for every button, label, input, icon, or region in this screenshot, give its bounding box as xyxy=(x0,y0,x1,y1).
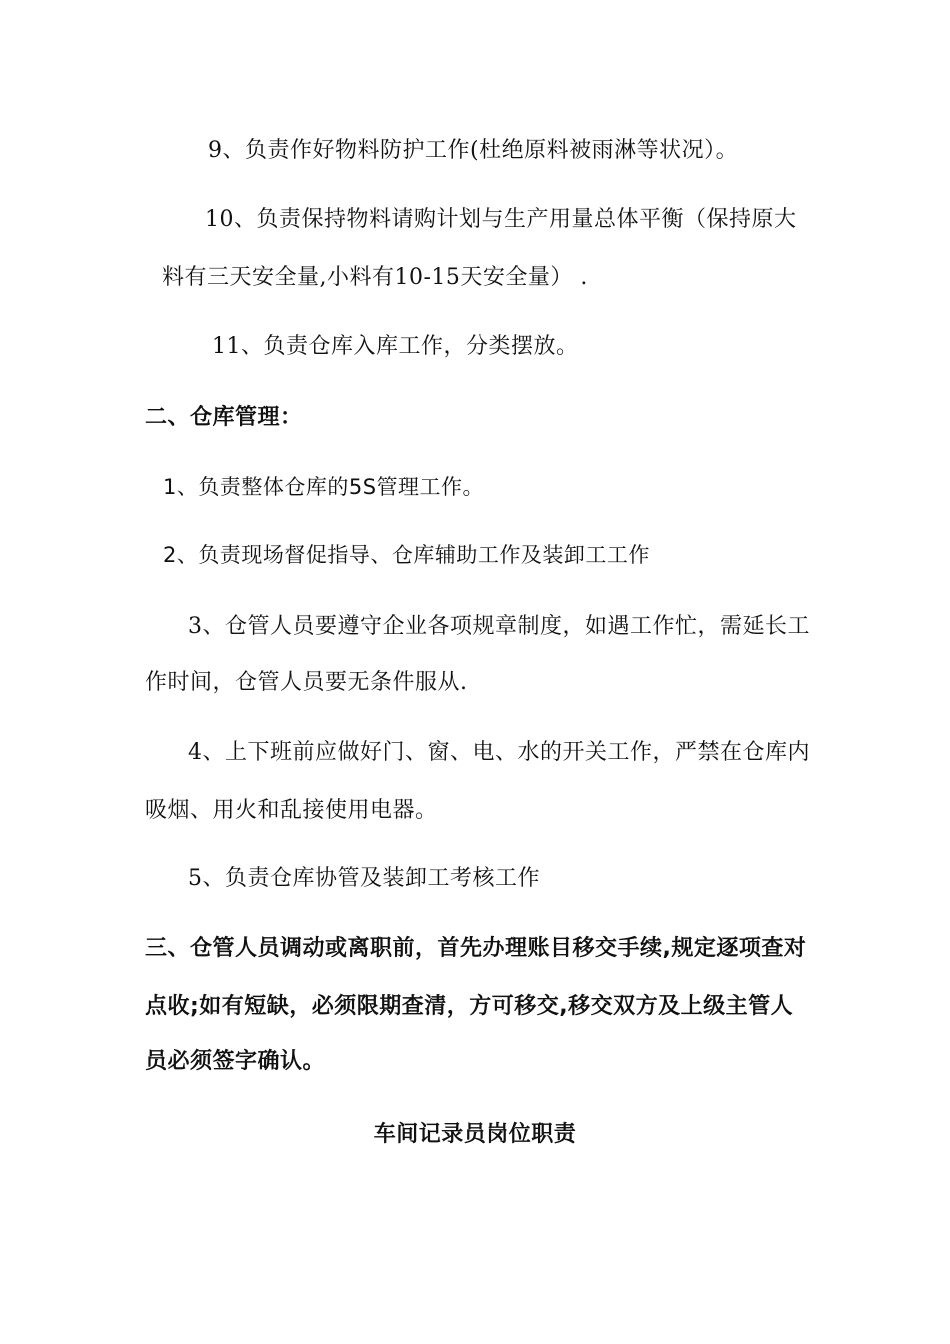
section-3-line-2: 点收;如有短缺，必须限期查清，方可移交,移交双方及上级主管人 xyxy=(145,994,794,1019)
item-9: 9、负责作好物料防护工作(杜绝原料被雨淋等状况）。 xyxy=(208,138,739,163)
section-3-line-1: 三、仓管人员调动或离职前，首先办理账目移交手续,规定逐项查对 xyxy=(145,936,807,961)
item-10-line-2: 料有三天安全量,小料有10-15天安全量） . xyxy=(162,265,588,290)
section-2-item-1: 1、负责整体仓库的5S管理工作。 xyxy=(163,475,485,499)
section-2-item-5: 5、负责仓库协管及装卸工考核工作 xyxy=(188,866,540,891)
item-11: 11、负责仓库入库工作，分类摆放。 xyxy=(212,334,579,359)
section-2-item-3-line-2: 作时间，仓管人员要无条件服从. xyxy=(145,670,468,695)
item-10-line-1: 10、负责保持物料请购计划与生产用量总体平衡（保持原大 xyxy=(205,207,797,232)
section-2-item-4-line-2: 吸烟、用火和乱接使用电器。 xyxy=(145,798,438,823)
section-2-item-4-line-1: 4、上下班前应做好门、窗、电、水的开关工作，严禁在仓库内 xyxy=(188,740,810,765)
section-2-item-2: 2、负责现场督促指导、仓库辅助工作及装卸工工作 xyxy=(163,543,650,567)
section-2-item-3-line-1: 3、仓管人员要遵守企业各项规章制度，如遇工作忙，需延长工 xyxy=(188,614,810,639)
section-2-heading: 二、仓库管理： xyxy=(145,405,303,430)
next-section-title: 车间记录员岗位职责 xyxy=(373,1122,577,1147)
section-3-line-3: 员必须签字确认。 xyxy=(145,1049,326,1074)
